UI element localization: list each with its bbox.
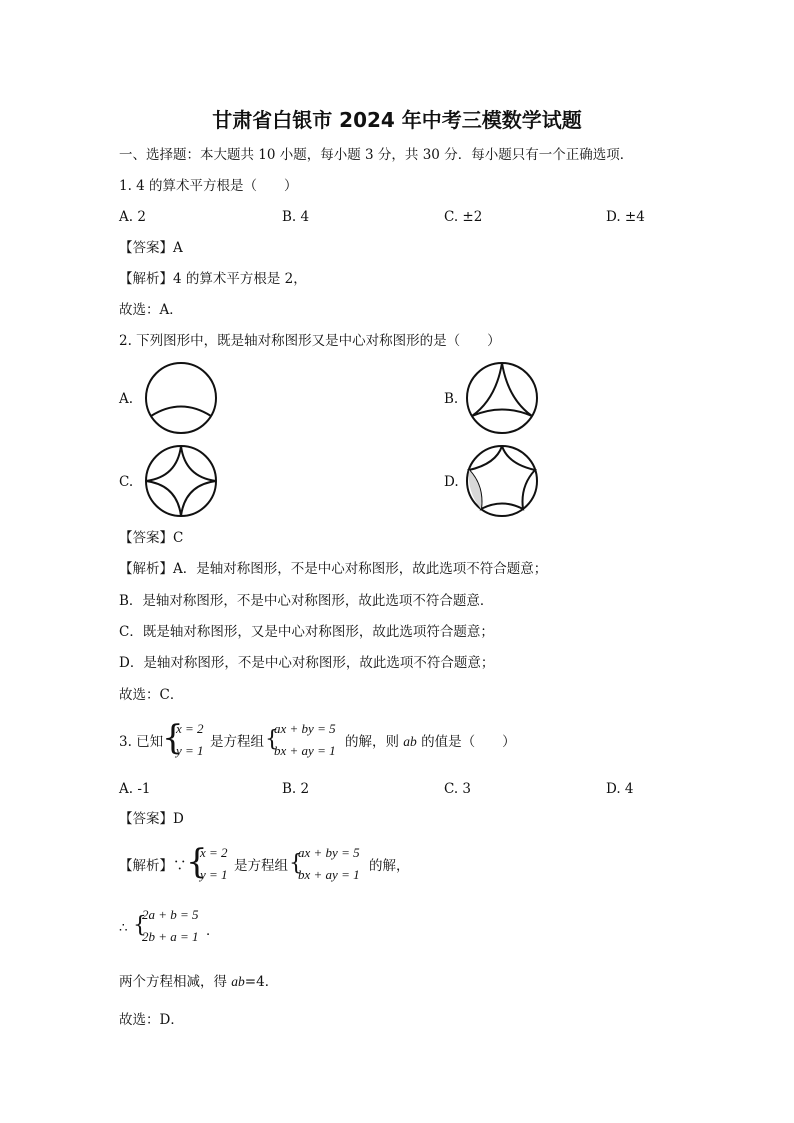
figure-option-b [464,361,542,437]
q3-analysis-system-2 [298,842,360,886]
q3-system-3-eq2: 2b + a = 1 [142,929,199,944]
q3-option-c: C. 3 [444,781,472,797]
q3-system-1-eq1: x = 2 [176,721,204,736]
q3-suffix [345,733,516,751]
q2-analysis-line-1: 【解析】A．是轴对称图形，不是中心对称图形，故此选项不符合题意； [119,561,548,577]
q1-option-c: C. ±2 [444,209,483,225]
q3-analysis-mid: 是方程组 [234,858,288,874]
q2-label-c: C. [119,474,134,490]
q3-brace-1: { [162,718,184,758]
q1-stem: 1. 4 的算术平方根是（ ） [119,178,298,194]
q1-option-b: B. 4 [282,209,310,225]
q3-brace-4: { [289,851,303,876]
q1-answer: 【答案】A [119,240,183,256]
q3-analysis-system-2-eq1: ax + by = 5 [298,845,360,860]
q3-analysis-system-1-eq2: y = 1 [200,867,228,882]
q3-analysis-system-1-eq1: x = 2 [200,845,228,860]
q2-stem: 2. 下列图形中，既是轴对称图形又是中心对称图形的是（ ） [119,333,501,349]
figure-option-a [143,361,221,437]
q2-label-a: A. [119,391,134,407]
section-heading: 一、选择题：本大题共 10 小题，每小题 3 分，共 30 分．每小题只有一个正确选项． [119,147,634,163]
q2-label-b: B. [444,391,459,407]
q3-analysis-system-2-eq2: bx + ay = 1 [298,867,360,882]
q3-suffix-a: 的解，则 [345,734,399,750]
q3-system-2-eq2: bx + ay = 1 [274,743,336,758]
q3-system-3-eq1: 2a + b = 5 [142,907,199,922]
q3-analysis-prefix: 【解析】∵ [119,858,187,874]
q2-choose: 故选：C． [119,687,184,703]
q3-mid: 是方程组 [210,734,264,750]
q2-analysis-line-3: C．既是轴对称图形，又是中心对称图形，故此选项符合题意； [119,624,494,640]
q2-analysis-line-4: D．是轴对称图形，不是中心对称图形，故此选项不符合题意； [119,655,495,671]
q3-suffix-b: 的值是（ ） [421,734,516,750]
q3-option-a: A. -1 [119,781,151,797]
q3-system-1-eq2: y = 1 [176,743,204,758]
q3-subtract-b: =4． [244,974,279,990]
q3-analysis-suffix: 的解， [369,858,410,874]
q1-choose: 故选：A． [119,302,183,318]
q3-subtract-var: ab [231,974,245,989]
q3-subtract [119,973,278,991]
q3-system-3-period: ． [206,923,220,939]
q1-analysis: 【解析】4 的算术平方根是 2， [119,271,307,287]
q3-system-2-eq1: ax + by = 5 [274,721,336,736]
q1-option-d: D. ±4 [606,209,645,225]
q3-option-d: D. 4 [606,781,634,797]
q3-subtract-a: 两个方程相减，得 [119,974,227,990]
q3-option-b: B. 2 [282,781,310,797]
q3-suffix-var: ab [403,734,417,749]
q2-label-d: D. [444,474,459,490]
q3-prefix: 3. 已知 [119,734,164,750]
q1-option-a: A. 2 [119,209,146,225]
q3-brace-5: { [133,913,147,938]
q3-answer: 【答案】D [119,811,184,827]
q3-system-1 [176,718,204,762]
q3-analysis-system-1 [200,842,228,886]
figure-option-c [143,444,221,520]
q3-brace-3: { [186,842,208,882]
q3-brace-2: { [265,727,279,752]
page-title: 甘肃省白银市 2024 年中考三模数学试题 [212,108,582,132]
q3-system-2 [274,718,336,762]
q3-choose: 故选：D． [119,1012,184,1028]
q3-system-3 [142,904,199,948]
q2-answer: 【答案】C [119,530,184,546]
therefore-symbol: ∴ [119,920,128,936]
q2-analysis-line-2: B．是轴对称图形，不是中心对称图形，故此选项不符合题意． [119,593,494,609]
figure-option-d [464,444,542,520]
